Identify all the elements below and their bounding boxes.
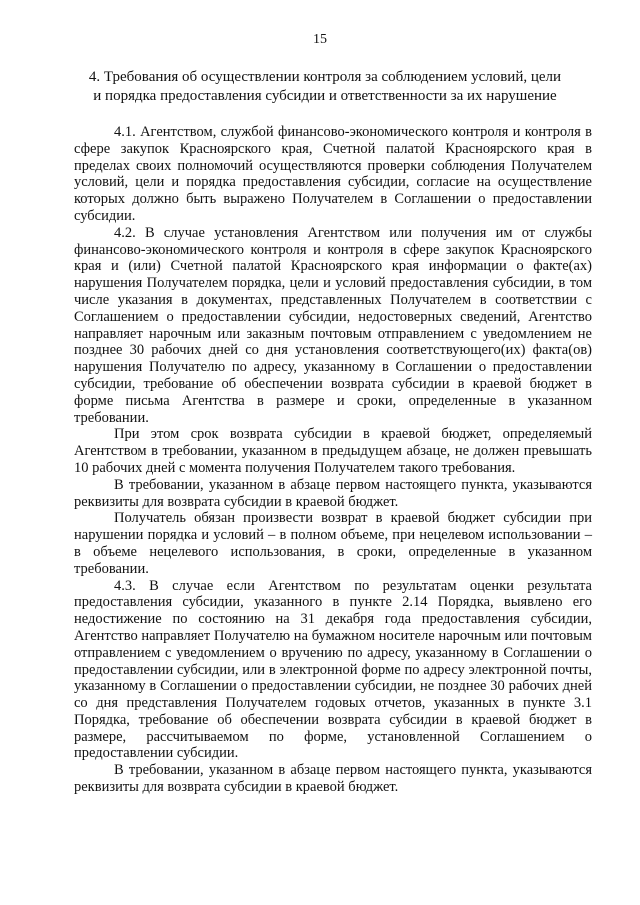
paragraph-4-1: 4.1. Агентством, службой финансово-экономического контроля и контроля в сфере закупок Красноярского края, Счетной палатой Красноярского края в пределах своих полномочий осуществляются проверки соблюдения Получателем условий, цели и порядка предоставления субсидии, согласие на осуществление которых должно быть выражено Получателем в Соглашении о предоставлении субсидии. xyxy=(74,124,592,224)
paragraph-return-deadline: При этом срок возврата субсидии в краевой бюджет, определяемый Агентством в требовании, указанном в предыдущем абзаце, не должен превышать 10 рабочих дней с момента получения Получателем такого требования. xyxy=(74,426,592,476)
body-text xyxy=(74,124,592,796)
page-number: 15 xyxy=(313,32,327,47)
section-heading-line-2: и порядка предоставления субсидии и ответственности за их нарушение xyxy=(93,88,557,104)
section-heading-line-1: 4. Требования об осуществлении контроля за соблюдением условий, цели xyxy=(88,69,562,85)
paragraph-requisites: В требовании, указанном в абзаце первом настоящего пункта, указываются реквизиты для возврата субсидии в краевой бюджет. xyxy=(74,476,592,510)
paragraph-recipient-obligation: Получатель обязан произвести возврат в краевой бюджет субсидии при нарушении порядка и условий – в полном объеме, при нецелевом использовании – в объеме нецелевого использования, в сроки, определенные в указанном требовании. xyxy=(74,510,592,577)
section-heading xyxy=(60,68,590,106)
paragraph-4-3: 4.3. В случае если Агентством по результатам оценки результата предоставления субсидии, указанного в пункте 2.14 Порядка, выявлено его недостижение по состоянию на 31 декабря года предоставления субсидии, Агентство направляет Получателю на бумажном носителе нарочным или почтовым отправлением с уведомлением о вручению по адресу, указанному в Соглашении о предоставлении субсидии, или в электронной форме по адресу электронной почты, указанному в Соглашении о предоставлении субсидии, не позднее 30 рабочих дней со дня представления Получателем годовых отчетов, указанных в пункте 3.1 Порядка, требование об обеспечении возврата субсидии в краевой бюджет в размере, рассчитываемом по форме, установленной Соглашением о предоставлении субсидии. xyxy=(74,577,592,762)
paragraph-requisites-2: В требовании, указанном в абзаце первом настоящего пункта, указываются реквизиты для возврата субсидии в краевой бюджет. xyxy=(74,762,592,796)
paragraph-4-2: 4.2. В случае установления Агентством или получения им от службы финансово-экономического контроля и контроля в сфере закупок Красноярского края и (или) Счетной палатой Красноярского края информации о факте(ах) нарушения Получателем порядка, цели и условий предоставления субсидии, в том числе указания в документах, представленных Получателем в соответствии с Соглашением о предоставлении субсидии, недостоверных сведений, Агентство направляет нарочным или заказным почтовым отправлением с уведомлением не позднее 30 рабочих дней со дня установления соответствующего(их) факта(ов) нарушения Получателю по адресу, указанному в Соглашении о предоставлении субсидии, требование об обеспечении возврата субсидии в краевой бюджет в форме письма Агентства в размере и сроки, определенные в указанном требовании. xyxy=(74,224,592,426)
